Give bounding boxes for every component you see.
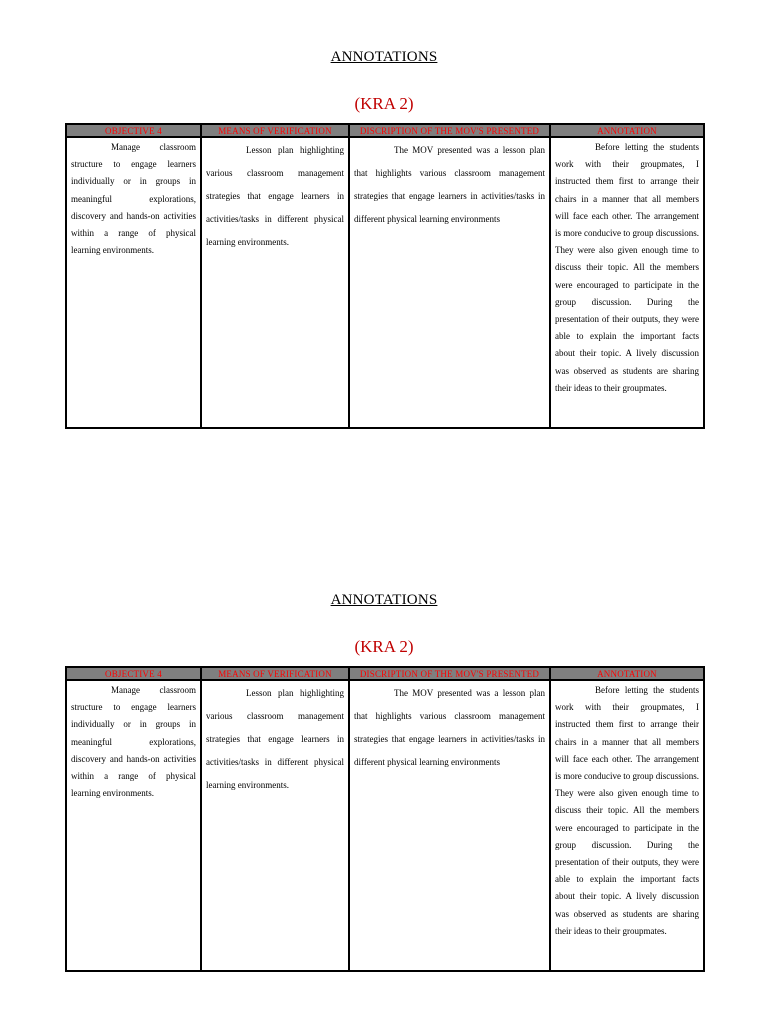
header-annotation: ANNOTATION [550,124,704,137]
objective-cell: Manage classroom structure to engage learners individually or in groups in meaningful explorations, discovery and hands-on activities within a range of physical learning environments. [66,680,201,971]
table-row [66,137,704,428]
annotations-table [65,123,705,429]
annotations-table [65,666,705,972]
table-header-row [66,124,704,137]
kra-subtitle: (KRA 2) [354,637,414,656]
annotation-cell: Before letting the students work with their groupmates, I instructed them first to arrange their chairs in a manner that all members will face each other. The arrangement is more conducive to group discussions. They were also given enough time to discuss their topic. All the members were encouraged to participate in the group discussion. During the presentation of their outputs, they were able to explain the important facts about their topic. A lively discussion was observed as students are sharing their ideas to their groupmates. [550,680,704,971]
means-cell: Lesson plan highlighting various classroom management strategies that engage learners in activities/tasks in different physical learning environments. [201,680,349,971]
header-means-of-verification: MEANS OF VERIFICATION [201,667,349,680]
description-cell: The MOV presented was a lesson plan that highlights various classroom management strategies that engage learners in activities/tasks in different physical learning environments [349,137,550,428]
header-description: DISCRIPTION OF THE MOV'S PRESENTED [349,124,550,137]
header-objective: OBJECTIVE 4 [66,124,201,137]
header-means-of-verification: MEANS OF VERIFICATION [201,124,349,137]
kra-subtitle: (KRA 2) [354,94,414,113]
header-description: DISCRIPTION OF THE MOV'S PRESENTED [349,667,550,680]
header-annotation: ANNOTATION [550,667,704,680]
header-objective: OBJECTIVE 4 [66,667,201,680]
objective-cell: Manage classroom structure to engage learners individually or in groups in meaningful explorations, discovery and hands-on activities within a range of physical learning environments. [66,137,201,428]
table-header-row [66,667,704,680]
means-cell: Lesson plan highlighting various classroom management strategies that engage learners in activities/tasks in different physical learning environments. [201,137,349,428]
page-title: ANNOTATIONS [330,49,438,65]
annotation-cell: Before letting the students work with their groupmates, I instructed them first to arrange their chairs in a manner that all members will face each other. The arrangement is more conducive to group discussions. They were also given enough time to discuss their topic. All the members were encouraged to participate in the group discussion. During the presentation of their outputs, they were able to explain the important facts about their topic. A lively discussion was observed as students are sharing their ideas to their groupmates. [550,137,704,428]
description-cell: The MOV presented was a lesson plan that highlights various classroom management strategies that engage learners in activities/tasks in different physical learning environments [349,680,550,971]
page-title: ANNOTATIONS [330,592,438,608]
table-row [66,680,704,971]
